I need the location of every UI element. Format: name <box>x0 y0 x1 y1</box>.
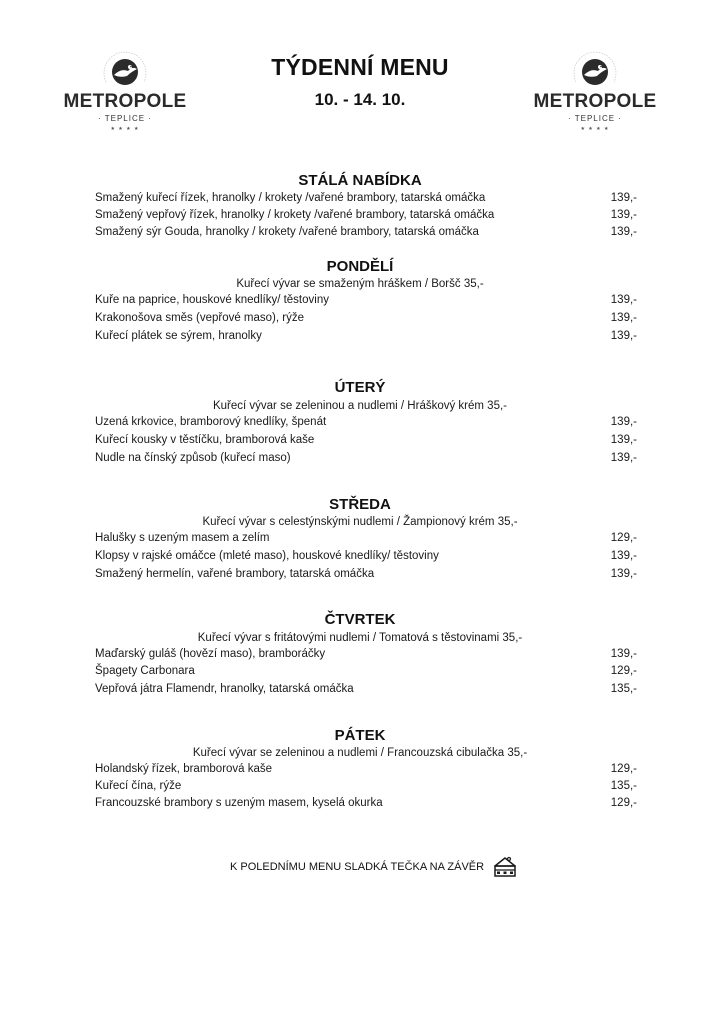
menu-item-name: Krakonošova směs (vepřové maso), rýže <box>95 312 304 324</box>
menu-item-name: Nudle na čínský způsob (kuřecí maso) <box>95 452 291 464</box>
soup-of-day: Kuřecí vývar s fritátovými nudlemi / Tomatová s těstovinami 35,- <box>197 632 523 644</box>
logo-brand-name: METROPOLE <box>533 91 657 112</box>
menu-item-name: Halušky s uzeným masem a zelím <box>95 532 270 544</box>
menu-item-price: 139,- <box>610 648 637 660</box>
menu-item-price: 139,- <box>610 330 637 342</box>
menu-item-price: 135,- <box>610 683 637 695</box>
menu-item <box>95 209 637 225</box>
soup-of-day: Kuřecí vývar s celestýnskými nudlemi / Žampionový krém 35,- <box>202 516 518 528</box>
menu-item-price: 135,- <box>610 780 637 792</box>
menu-item-name: Kuřecí plátek se sýrem, hranolky <box>95 330 262 342</box>
menu-item-price: 139,- <box>610 209 637 221</box>
menu-item <box>95 797 637 813</box>
logo-stars: ★ ★ ★ ★ <box>580 126 610 132</box>
menu-item <box>95 434 637 450</box>
menu-item-name: Klopsy v rajské omáčce (mleté maso), houskové knedlíky/ těstoviny <box>95 550 439 562</box>
menu-item-name: Smažený kuřecí řízek, hranolky / krokety /vařené brambory, tatarská omáčka <box>95 192 486 204</box>
menu-item <box>95 532 637 548</box>
menu-item-price: 139,- <box>610 550 637 562</box>
menu-item-price: 139,- <box>610 568 637 580</box>
soup-of-day: Kuřecí vývar se zeleninou a nudlemi / Hráškový krém 35,- <box>212 400 507 412</box>
menu-item <box>95 192 637 208</box>
soup-of-day: Kuřecí vývar se smaženým hráškem / Boršč 35,- <box>236 278 484 290</box>
section-title-utery: ÚTERÝ <box>334 379 386 396</box>
menu-item-name: Vepřová játra Flamendr, hranolky, tatarská omáčka <box>95 683 354 695</box>
menu-item-name: Smažený hermelín, vařené brambory, tatarská omáčka <box>95 568 375 580</box>
menu-item-price: 129,- <box>610 665 637 677</box>
menu-item-name: Holandský řízek, bramborová kaše <box>95 763 273 775</box>
menu-item <box>95 416 637 432</box>
section-title-streda: STŘEDA <box>329 496 391 513</box>
menu-item-name: Francouzské brambory s uzeným masem, kyselá okurka <box>95 797 383 809</box>
menu-item-price: 139,- <box>610 312 637 324</box>
menu-item-price: 129,- <box>610 532 637 544</box>
menu-item <box>95 294 637 310</box>
menu-item-price: 139,- <box>610 294 637 306</box>
menu-item-name: Maďarský guláš (hovězí maso), bramboráčky <box>95 648 326 660</box>
menu-item-name: Kuřecí čína, rýže <box>95 780 182 792</box>
menu-item <box>95 330 637 346</box>
menu-item <box>95 550 637 566</box>
menu-dates: 10. - 14. 10. <box>314 90 406 109</box>
soup-of-day: Kuřecí vývar se zeleninou a nudlemi / Francouzská cibulačka 35,- <box>192 747 528 759</box>
menu-item-name: Kuřecí kousky v těstíčku, bramborová kaše <box>95 434 315 446</box>
menu-item-price: 129,- <box>610 763 637 775</box>
menu-item-name: Smažený vepřový řízek, hranolky / krokety /vařené brambory, tatarská omáčka <box>95 209 495 221</box>
menu-item-name: Špagety Carbonara <box>95 665 195 677</box>
cake-icon <box>492 854 518 880</box>
menu-item-name: Kuře na paprice, houskové knedlíky/ těstoviny <box>95 294 329 306</box>
menu-item-price: 139,- <box>610 226 637 238</box>
menu-item-price: 139,- <box>610 452 637 464</box>
section-title-stala-nabidka: STÁLÁ NABÍDKA <box>298 172 422 189</box>
menu-title: TÝDENNÍ MENU <box>271 54 449 80</box>
menu-item <box>95 568 637 584</box>
menu-item <box>95 780 637 796</box>
menu-item <box>95 648 637 664</box>
section-title-patek: PÁTEK <box>334 727 386 744</box>
logo-stars: ★ ★ ★ ★ <box>110 126 140 132</box>
menu-item-price: 129,- <box>610 797 637 809</box>
dessert-note <box>230 852 518 882</box>
section-title-ctvrtek: ČTVRTEK <box>324 611 396 628</box>
menu-item-price: 139,- <box>610 434 637 446</box>
menu-item-price: 139,- <box>610 192 637 204</box>
menu-item <box>95 683 637 699</box>
menu-item-name: Uzená krkovice, bramborový knedlíky, špenát <box>95 416 327 428</box>
logo-city: · TEPLICE · <box>98 114 152 123</box>
menu-item <box>95 763 637 779</box>
dessert-note-text: K POLEDNÍMU MENU SLADKÁ TEČKA NA ZÁVĚR <box>230 861 485 873</box>
menu-item-price: 139,- <box>610 416 637 428</box>
menu-item <box>95 665 637 681</box>
menu-item <box>95 226 637 242</box>
menu-item-name: Smažený sýr Gouda, hranolky / krokety /vařené brambory, tatarská omáčka <box>95 226 479 238</box>
menu-item <box>95 312 637 328</box>
menu-item <box>95 452 637 468</box>
logo-city: · TEPLICE · <box>568 114 622 123</box>
logo-brand-name: METROPOLE <box>63 91 187 112</box>
section-title-pondeli: PONDĚLÍ <box>326 258 394 275</box>
